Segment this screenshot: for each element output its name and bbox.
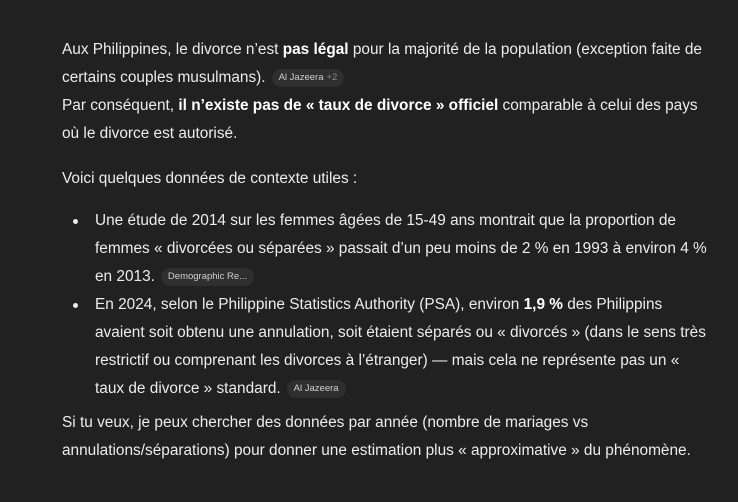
list-item-text-continued: des Philippins avaient soit obtenu une annulation, soit étaient séparés ou « divorcés » (dans le sens très restrictif ou comprenant les divorces à l’étranger) — mais cela ne représente pas un « taux de divorce » standard. [95,296,706,397]
intro-text: Aux Philippines, le divorce n’est [62,41,283,58]
intro-bold-not-legal: pas légal [282,41,349,58]
source-chip-count: +2 [326,72,338,83]
intro-text-continued: pour la majorité de la population (exception faite de certains couples musulmans). [62,41,702,86]
closing-paragraph: Si tu veux, je peux chercher des données par année (nombre de mariages vs annulations/séparations) pour donner une estimation plus « approximative » du phénomène. [62,414,691,459]
list-item [95,207,712,291]
consequence-text-continued: comparable à celui des pays où le divorce est autorisé. [62,97,698,142]
source-chip-al-jazeera-2[interactable]: Al Jazeera [287,380,346,398]
consequence-bold: il n’existe pas de « taux de divorce » officiel [178,97,499,114]
list-item-text: En 2024, selon le Philippine Statistics Authority (PSA), environ [95,296,524,313]
list-item-text: Une étude de 2014 sur les femmes âgées de 15-49 ans montrait que la proportion de femmes « divorcées ou séparées » passait d’un peu moins de 2 % en 1993 à environ 4 % en 2013. [95,212,707,285]
context-heading: Voici quelques données de contexte utiles : [62,170,358,187]
source-chip-demographic[interactable]: Demographic Re... [161,268,254,286]
list-item-bold-percent: 1,9 % [523,296,563,313]
source-chip-al-jazeera[interactable] [272,69,345,87]
intro-paragraph [62,36,712,148]
context-list [62,207,712,403]
assistant-message [62,36,712,465]
source-chip-label: Al Jazeera [278,72,324,83]
consequence-text: Par conséquent, [62,97,179,114]
list-item [95,291,712,403]
